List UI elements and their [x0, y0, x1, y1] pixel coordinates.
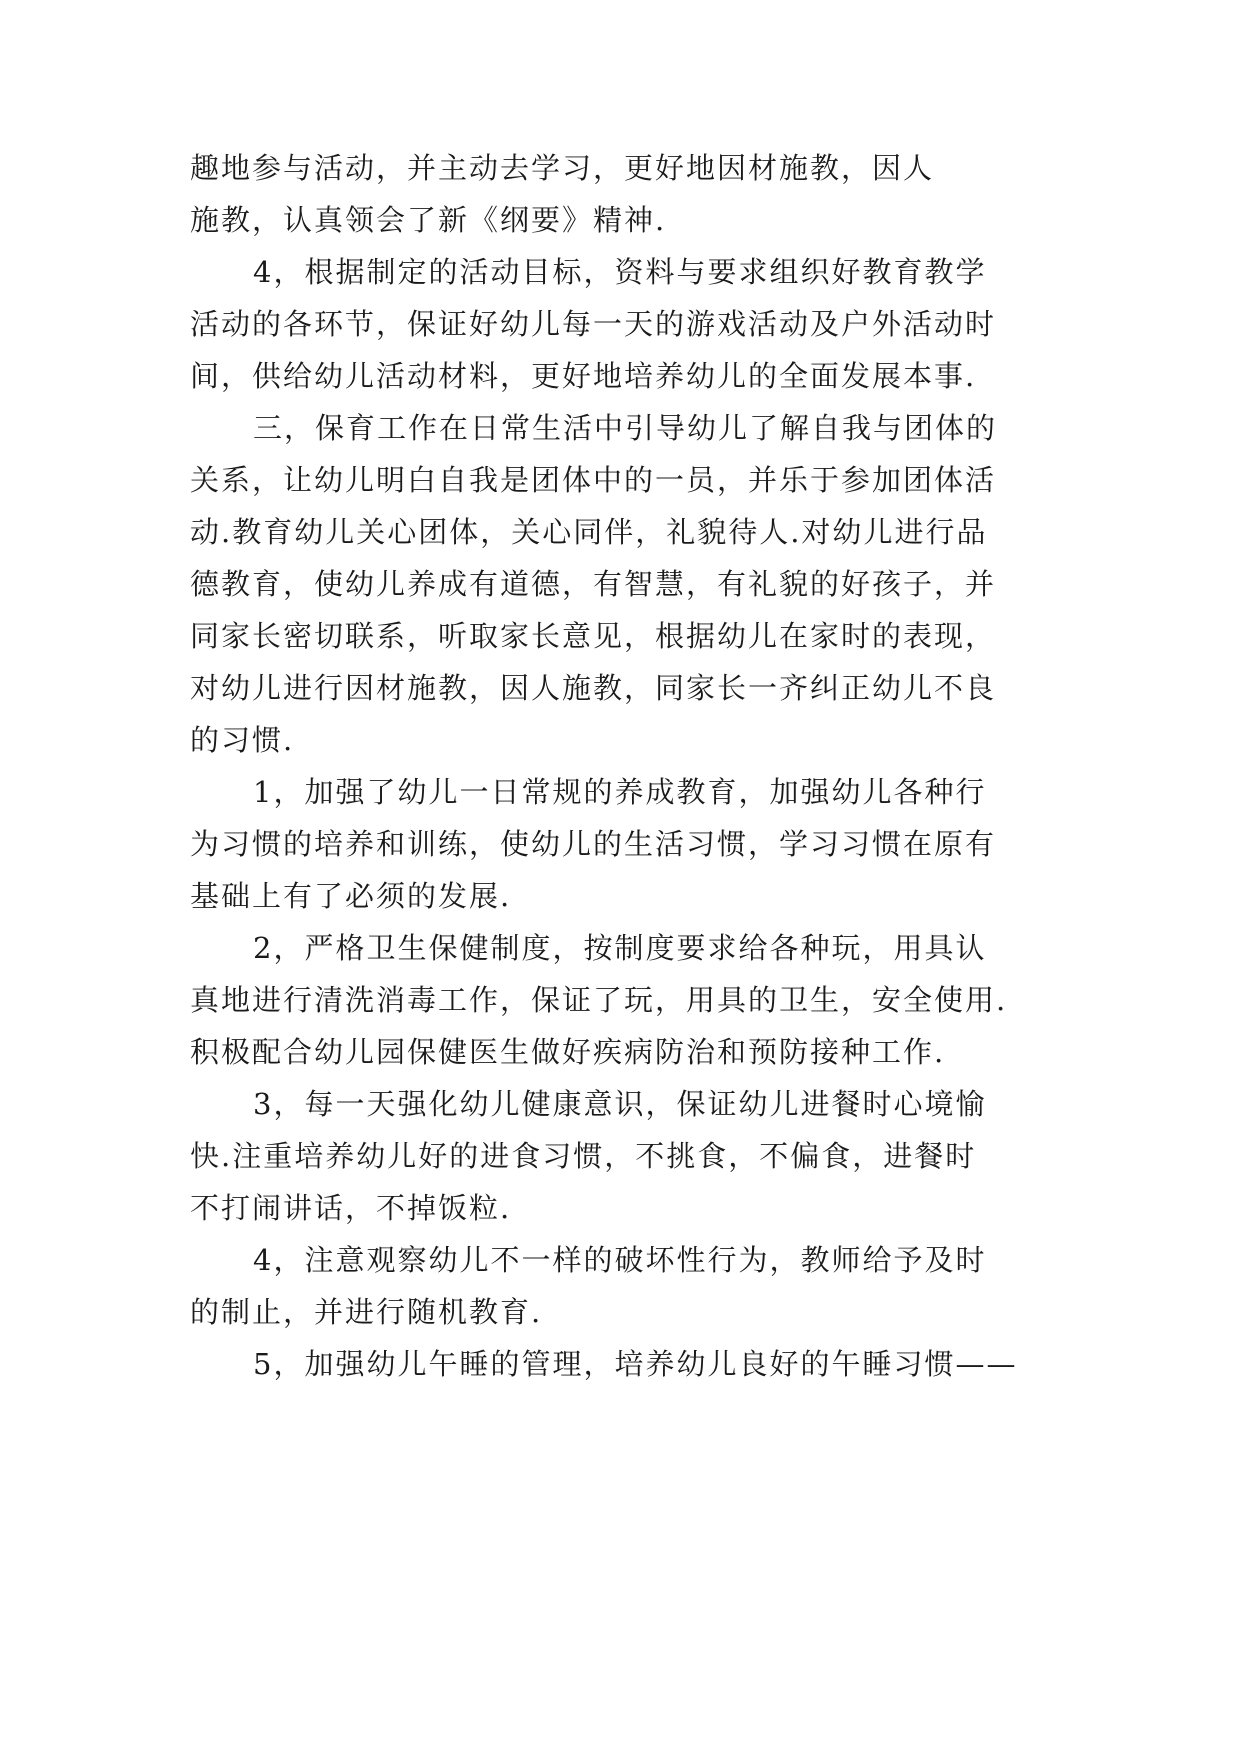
- paragraph-line: 的制止，并进行随机教育.: [190, 1295, 543, 1329]
- paragraph-line: 动.教育幼儿关心团体，关心同伴，礼貌待人.对幼儿进行品: [190, 515, 988, 549]
- paragraph-line: 活动的各环节，保证好幼儿每一天的游戏活动及户外活动时: [190, 307, 997, 341]
- paragraph-line: 基础上有了必须的发展.: [190, 879, 512, 913]
- paragraph-line: 施教，认真领会了新《纲要》精神.: [190, 203, 667, 237]
- paragraph-line: 1，加强了幼儿一日常规的养成教育，加强幼儿各种行: [253, 775, 987, 809]
- paragraph-line: 快.注重培养幼儿好的进食习惯，不挑食，不偏食，进餐时: [190, 1139, 977, 1173]
- paragraph-line: 真地进行清洗消毒工作，保证了玩，用具的卫生，安全使用.: [190, 983, 1008, 1017]
- paragraph-line: 趣地参与活动，并主动去学习，更好地因材施教，因人: [190, 151, 935, 185]
- paragraph-line: 关系，让幼儿明白自我是团体中的一员，并乐于参加团体活: [190, 463, 997, 497]
- paragraph-line: 积极配合幼儿园保健医生做好疾病防治和预防接种工作.: [190, 1035, 946, 1069]
- paragraph-line: 4，注意观察幼儿不一样的破坏性行为，教师给予及时: [253, 1243, 987, 1277]
- paragraph-line: 的习惯.: [190, 723, 295, 757]
- paragraph-line: 2，严格卫生保健制度，按制度要求给各种玩，用具认: [253, 931, 987, 965]
- paragraph-line: 同家长密切联系，听取家长意见，根据幼儿在家时的表现，: [190, 619, 997, 653]
- paragraph-line: 为习惯的培养和训练，使幼儿的生活习惯，学习习惯在原有: [190, 827, 997, 861]
- paragraph-line: 对幼儿进行因材施教，因人施教，同家长一齐纠正幼儿不良: [190, 671, 997, 705]
- paragraph-line: 5，加强幼儿午睡的管理，培养幼儿良好的午睡习惯——: [253, 1347, 1018, 1381]
- paragraph-line: 间，供给幼儿活动材料，更好地培养幼儿的全面发展本事.: [190, 359, 977, 393]
- paragraph-line: 三，保育工作在日常生活中引导幼儿了解自我与团体的: [253, 411, 998, 445]
- paragraph-line: 4，根据制定的活动目标，资料与要求组织好教育教学: [253, 255, 987, 289]
- paragraph-line: 3，每一天强化幼儿健康意识，保证幼儿进餐时心境愉: [253, 1087, 987, 1121]
- paragraph-line: 德教育，使幼儿养成有道德，有智慧，有礼貌的好孩子，并: [190, 567, 997, 601]
- paragraph-line: 不打闹讲话，不掉饭粒.: [190, 1191, 512, 1225]
